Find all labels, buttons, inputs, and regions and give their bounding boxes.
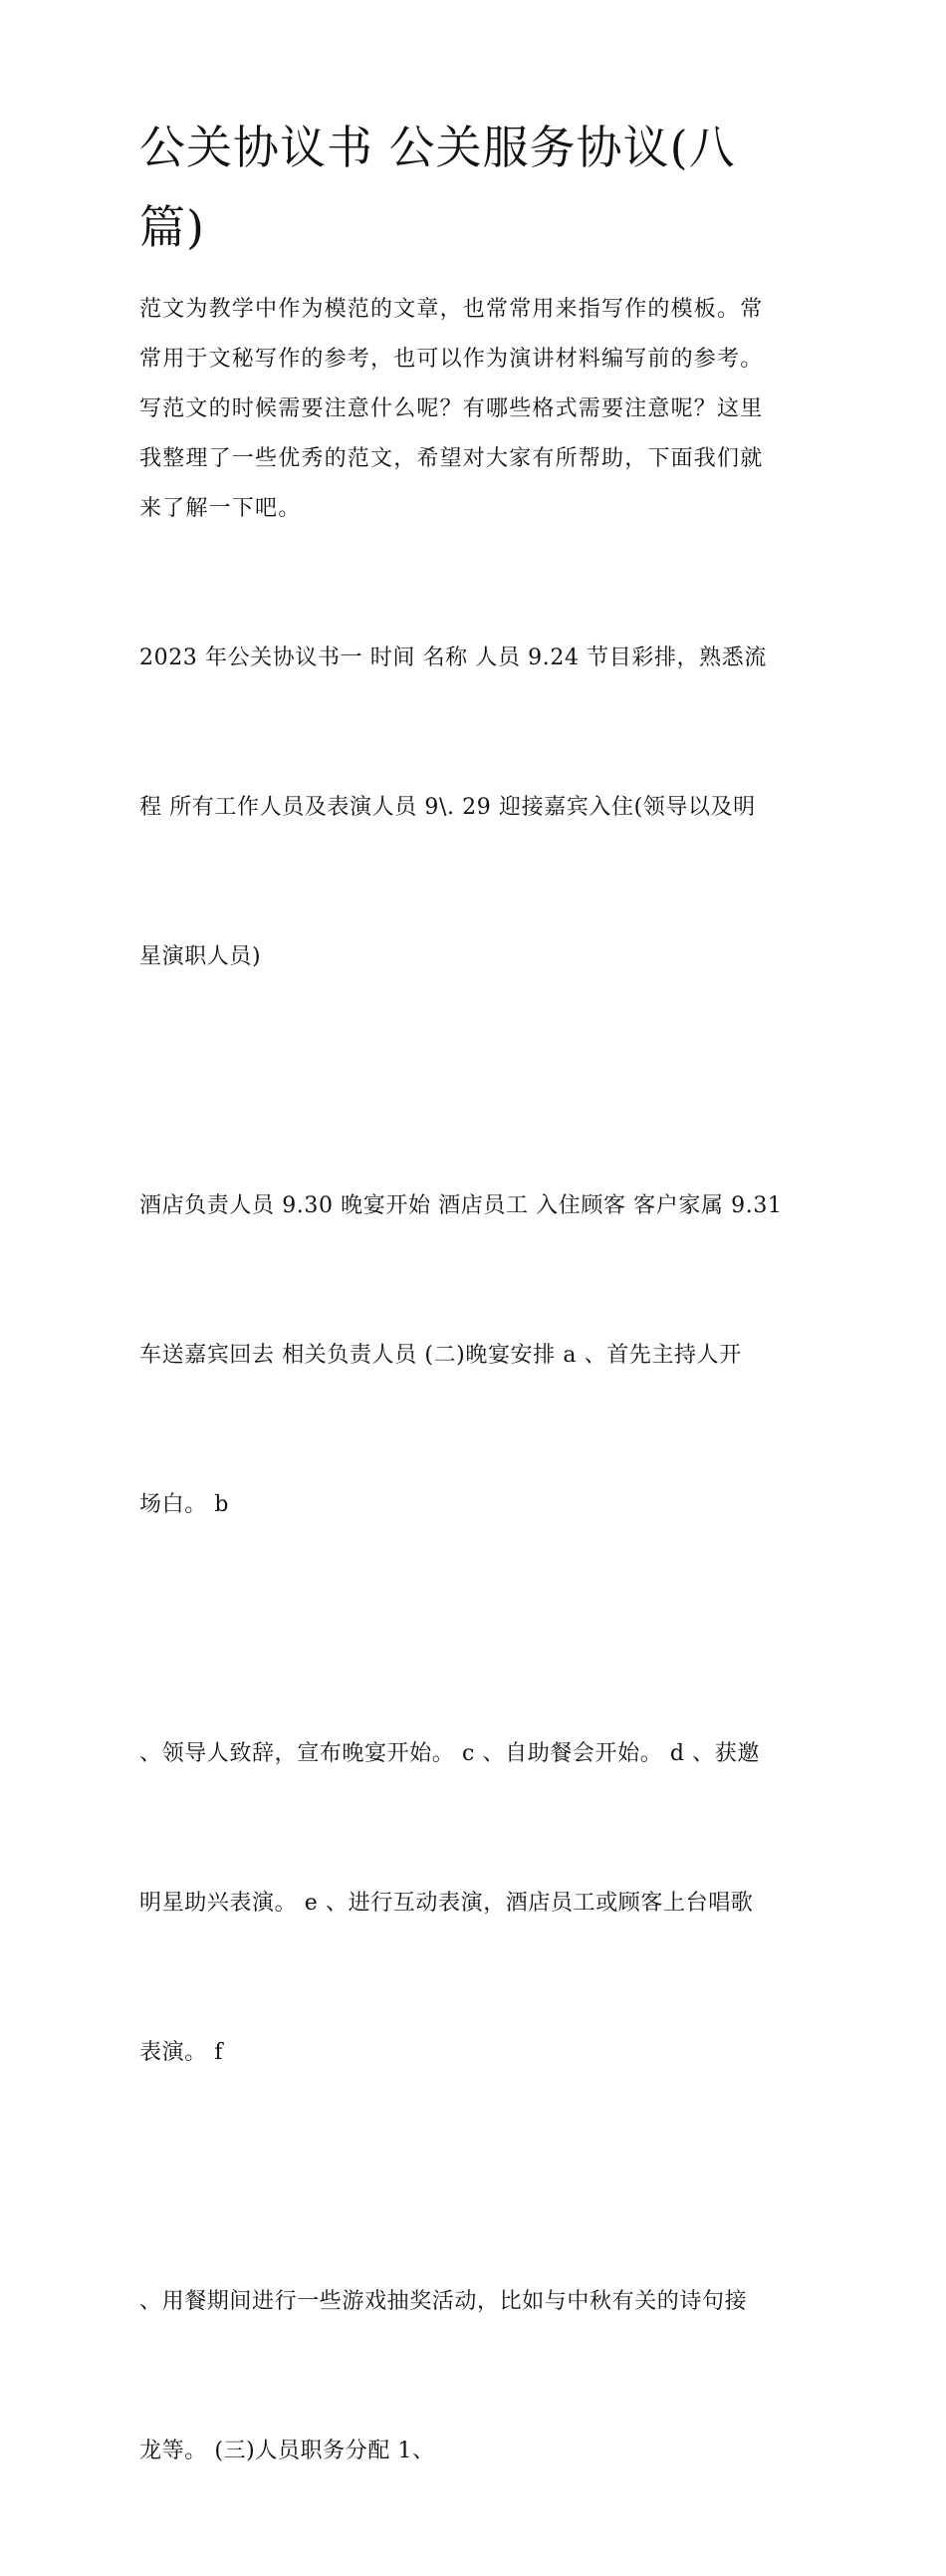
- title-line: 篇): [139, 200, 205, 254]
- intro-paragraph: [139, 285, 817, 534]
- text-line: 来了解一下吧。: [139, 496, 302, 521]
- text-line: 龙等。 (三)人员职务分配 1、: [139, 2439, 435, 2463]
- text-line: 范文为教学中作为模范的文章，也常常用来指写作的模板。常: [139, 297, 764, 322]
- text-line: 2023 年公关协议书一 时间 名称 人员 9.24 节目彩排，熟悉流: [139, 645, 767, 670]
- text-line: 酒店负责人员 9.30 晚宴开始 酒店员工 入住顾客 客户家属 9.31: [139, 1193, 783, 1218]
- text-line: 明星助兴表演。 e 、进行互动表演，酒店员工或顾客上台唱歌: [139, 1891, 754, 1916]
- schedule-paragraph-2: [139, 1082, 817, 1630]
- text-line: 、领导人致辞，宣布晚宴开始。 c 、自助餐会开始。 d 、获邀: [139, 1741, 760, 1766]
- schedule-paragraph-3: [139, 1630, 817, 2178]
- text-line: 程 所有工作人员及表演人员 9\. 29 迎接嘉宾入住(领导以及明: [139, 795, 756, 820]
- text-line: 、用餐期间进行一些游戏抽奖活动，比如与中秋有关的诗句接: [139, 2289, 748, 2314]
- text-line: 表演。 f: [139, 2040, 224, 2065]
- text-line: 场白。 b: [139, 1492, 230, 1517]
- document-title: [139, 108, 817, 267]
- document-page: [139, 108, 817, 2576]
- title-line: 公关协议书 公关服务协议(八: [139, 121, 736, 174]
- text-line: 写范文的时候需要注意什么呢？有哪些格式需要注意呢？这里: [139, 396, 764, 421]
- text-line: 常用于文秘写作的参考，也可以作为演讲材料编写前的参考。: [139, 347, 764, 372]
- text-line: 我整理了一些优秀的范文，希望对大家有所帮助，下面我们就: [139, 446, 764, 471]
- text-line: 车送嘉宾回去 相关负责人员 (二)晚宴安排 a 、首先主持人开: [139, 1343, 742, 1368]
- schedule-paragraph-1: [139, 534, 817, 1082]
- schedule-paragraph-4: [139, 2178, 817, 2576]
- text-line: 星演职人员): [139, 944, 262, 969]
